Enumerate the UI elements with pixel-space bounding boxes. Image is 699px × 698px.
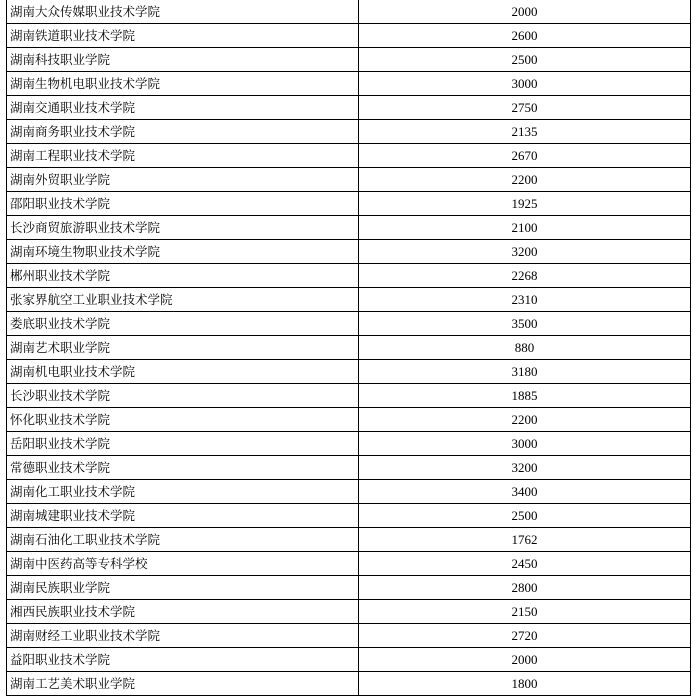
value-cell: 2670 xyxy=(359,144,691,168)
table-row xyxy=(7,432,691,456)
college-name-cell: 湖南艺术职业学院 xyxy=(7,336,359,360)
value-cell: 2750 xyxy=(359,96,691,120)
table-row xyxy=(7,552,691,576)
value-cell: 3000 xyxy=(359,72,691,96)
value-cell: 2800 xyxy=(359,576,691,600)
value-cell: 1925 xyxy=(359,192,691,216)
table-row xyxy=(7,0,691,24)
value-cell: 2000 xyxy=(359,648,691,672)
value-cell: 1800 xyxy=(359,672,691,696)
table-row xyxy=(7,624,691,648)
value-cell: 2135 xyxy=(359,120,691,144)
table-row xyxy=(7,264,691,288)
college-name-cell: 湖南科技职业学院 xyxy=(7,48,359,72)
college-name-cell: 常德职业技术学院 xyxy=(7,456,359,480)
table-row xyxy=(7,336,691,360)
table-row xyxy=(7,576,691,600)
table-row xyxy=(7,312,691,336)
value-cell: 880 xyxy=(359,336,691,360)
value-cell: 2720 xyxy=(359,624,691,648)
table-row xyxy=(7,192,691,216)
value-cell: 3400 xyxy=(359,480,691,504)
table-row xyxy=(7,120,691,144)
college-name-cell: 湘西民族职业技术学院 xyxy=(7,600,359,624)
table-body xyxy=(7,0,691,696)
table-row xyxy=(7,48,691,72)
value-cell: 2500 xyxy=(359,504,691,528)
table-row xyxy=(7,168,691,192)
college-name-cell: 郴州职业技术学院 xyxy=(7,264,359,288)
college-name-cell: 湖南环境生物职业技术学院 xyxy=(7,240,359,264)
college-name-cell: 湖南民族职业学院 xyxy=(7,576,359,600)
college-name-cell: 湖南工艺美术职业学院 xyxy=(7,672,359,696)
value-cell: 2500 xyxy=(359,48,691,72)
table-row xyxy=(7,408,691,432)
table-row xyxy=(7,216,691,240)
college-name-cell: 湖南机电职业技术学院 xyxy=(7,360,359,384)
college-name-cell: 湖南城建职业技术学院 xyxy=(7,504,359,528)
value-cell: 3200 xyxy=(359,456,691,480)
college-name-cell: 邵阳职业技术学院 xyxy=(7,192,359,216)
value-cell: 3180 xyxy=(359,360,691,384)
value-cell: 2150 xyxy=(359,600,691,624)
table-row xyxy=(7,504,691,528)
college-name-cell: 湖南化工职业技术学院 xyxy=(7,480,359,504)
college-name-cell: 长沙职业技术学院 xyxy=(7,384,359,408)
table-row xyxy=(7,288,691,312)
college-enrollment-table xyxy=(6,0,691,696)
college-name-cell: 湖南财经工业职业技术学院 xyxy=(7,624,359,648)
value-cell: 2600 xyxy=(359,24,691,48)
table-row xyxy=(7,96,691,120)
value-cell: 3000 xyxy=(359,432,691,456)
value-cell: 2200 xyxy=(359,408,691,432)
value-cell: 2000 xyxy=(359,0,691,24)
table-row xyxy=(7,672,691,696)
college-name-cell: 湖南铁道职业技术学院 xyxy=(7,24,359,48)
table-row xyxy=(7,72,691,96)
college-name-cell: 娄底职业技术学院 xyxy=(7,312,359,336)
value-cell: 2268 xyxy=(359,264,691,288)
college-name-cell: 湖南大众传媒职业技术学院 xyxy=(7,0,359,24)
college-name-cell: 岳阳职业技术学院 xyxy=(7,432,359,456)
value-cell: 3500 xyxy=(359,312,691,336)
college-name-cell: 湖南生物机电职业技术学院 xyxy=(7,72,359,96)
value-cell: 2310 xyxy=(359,288,691,312)
value-cell: 1762 xyxy=(359,528,691,552)
college-name-cell: 湖南交通职业技术学院 xyxy=(7,96,359,120)
table-row xyxy=(7,240,691,264)
table-row xyxy=(7,384,691,408)
college-name-cell: 湖南工程职业技术学院 xyxy=(7,144,359,168)
table-row xyxy=(7,360,691,384)
table-row xyxy=(7,528,691,552)
value-cell: 3200 xyxy=(359,240,691,264)
table-row xyxy=(7,480,691,504)
college-name-cell: 湖南石油化工职业技术学院 xyxy=(7,528,359,552)
value-cell: 1885 xyxy=(359,384,691,408)
college-name-cell: 益阳职业技术学院 xyxy=(7,648,359,672)
college-name-cell: 长沙商贸旅游职业技术学院 xyxy=(7,216,359,240)
value-cell: 2200 xyxy=(359,168,691,192)
college-name-cell: 湖南中医药高等专科学校 xyxy=(7,552,359,576)
value-cell: 2450 xyxy=(359,552,691,576)
table-row xyxy=(7,648,691,672)
table-row xyxy=(7,144,691,168)
table-row xyxy=(7,24,691,48)
college-name-cell: 湖南商务职业技术学院 xyxy=(7,120,359,144)
college-name-cell: 怀化职业技术学院 xyxy=(7,408,359,432)
value-cell: 2100 xyxy=(359,216,691,240)
table-row xyxy=(7,456,691,480)
college-name-cell: 湖南外贸职业学院 xyxy=(7,168,359,192)
table-row xyxy=(7,600,691,624)
document-table-container xyxy=(6,0,690,696)
college-name-cell: 张家界航空工业职业技术学院 xyxy=(7,288,359,312)
